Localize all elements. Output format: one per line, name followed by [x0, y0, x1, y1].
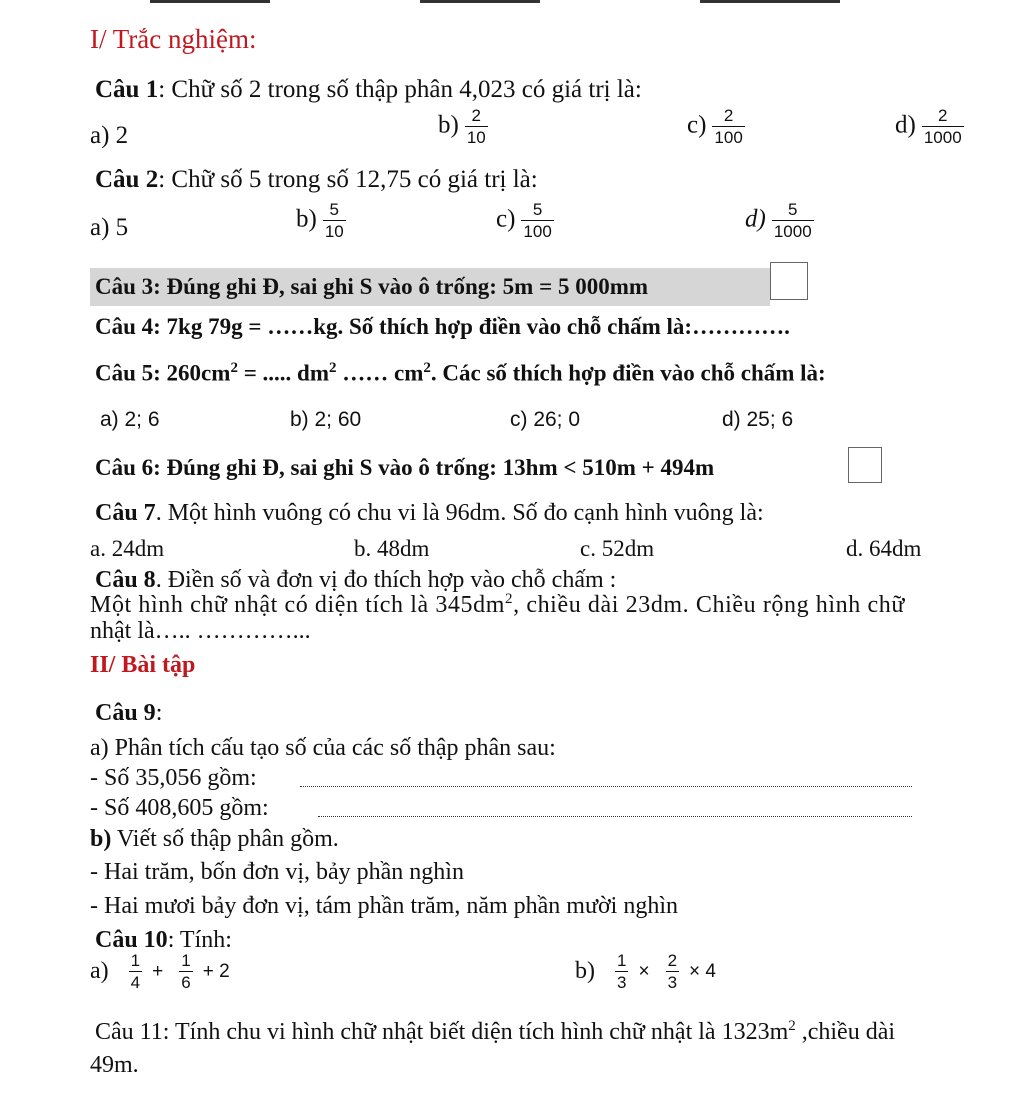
question-10: Câu 10: Tính:: [95, 927, 232, 953]
question-1-label: Câu 1: [95, 76, 159, 103]
q7-option-d[interactable]: d. 64dm: [846, 536, 922, 561]
question-8-answer-line[interactable]: nhật là….. …………...: [90, 618, 311, 644]
q5-option-b[interactable]: b) 2; 60: [290, 408, 362, 431]
question-9b-title: b) Viết số thập phân gồm.: [90, 826, 339, 852]
q2-option-b[interactable]: b) $\frac{5}{10}$: [296, 200, 344, 241]
q5-option-d[interactable]: d) 25; 6: [722, 408, 794, 431]
question-10a: a) $\frac{1}{4}$ + $\frac{1}{6}$ + 2: [90, 951, 230, 992]
q1-option-b[interactable]: b) $\frac{2}{10}$: [438, 106, 486, 147]
part2-title: II/ Bài tập: [90, 652, 196, 678]
question-8: Câu 8. Điền số và đơn vị đo thích hợp vào chỗ chấm :: [95, 567, 617, 593]
question-9: Câu 9:: [95, 700, 163, 726]
question-2: [95, 166, 538, 194]
question-3: Câu 3: Đúng ghi Đ, sai ghi S vào ô trống: 5m = 5 000mm: [95, 274, 649, 299]
q1-option-d[interactable]: d) $\frac{2}{1000}$: [895, 106, 962, 147]
q2-option-a[interactable]: a) 5: [90, 214, 129, 241]
top-edge-line: [700, 0, 840, 3]
q7-option-a[interactable]: a. 24dm: [90, 536, 165, 561]
question-10b: b) $\frac{1}{3}$ × $\frac{2}{3}$ × 4: [575, 951, 716, 992]
answer-dots-line[interactable]: [300, 786, 912, 787]
q5-option-a[interactable]: a) 2; 6: [100, 408, 160, 431]
question-7: Câu 7. Một hình vuông có chu vi là 96dm. Số đo cạnh hình vuông là:: [95, 500, 764, 526]
question-6-answer-box[interactable]: [848, 447, 882, 483]
question-3-answer-box[interactable]: [770, 262, 808, 300]
question-2-text: : Chữ số 5 trong số 12,75 có giá trị là:: [158, 166, 538, 193]
question-4: Câu 4: 7kg 79g = ……kg. Số thích hợp điền vào chỗ chấm là:………….: [95, 314, 790, 339]
question-9b-item-1: - Hai trăm, bốn đơn vị, bảy phần nghìn: [90, 859, 464, 885]
q1-option-a[interactable]: a) 2: [90, 122, 129, 149]
top-edge-line: [150, 0, 270, 3]
q1-option-c[interactable]: c) $\frac{2}{100}$: [687, 106, 743, 147]
question-8-line-1: Một hình chữ nhật có diện tích là $345dm^2$, chiều dài 23dm. Chiều rộng hình chữ: [90, 591, 905, 618]
question-1-text: : Chữ số 2 trong số thập phân 4,023 có giá trị là:: [158, 76, 642, 103]
question-2-label: Câu 2: [95, 166, 159, 193]
question-11-line-2: 49m.: [90, 1052, 139, 1078]
top-edge-line: [420, 0, 540, 3]
question-5: Câu 5: $260cm^2$ = ..... $dm^2$ …… $cm^2$. Các số thích hợp điền vào chỗ chấm là:: [95, 360, 826, 386]
question-9a-item-1: - Số 35,056 gồm:: [90, 765, 257, 791]
q5-option-c[interactable]: c) 26; 0: [510, 408, 581, 431]
question-1: [95, 76, 642, 104]
answer-dots-line[interactable]: [318, 816, 912, 817]
q7-option-c[interactable]: c. 52dm: [580, 536, 655, 561]
question-9a-title: a) Phân tích cấu tạo số của các số thập phân sau:: [90, 735, 556, 761]
question-9b-item-2: - Hai mươi bảy đơn vị, tám phần trăm, năm phần mười nghìn: [90, 893, 678, 919]
q2-option-c[interactable]: c) $\frac{5}{100}$: [496, 200, 552, 241]
question-11-line-1: Câu 11: Tính chu vi hình chữ nhật biết diện tích hình chữ nhật là $1323m^2$ ,chiều dài: [95, 1018, 896, 1045]
q2-option-d[interactable]: d) $\frac{5}{1000}$: [745, 200, 812, 241]
part1-title: I/ Trắc nghiệm:: [90, 24, 257, 54]
question-9a-item-2: - Số 408,605 gồm:: [90, 795, 269, 821]
q7-option-b[interactable]: b. 48dm: [354, 536, 430, 561]
question-6: Câu 6: Đúng ghi Đ, sai ghi S vào ô trống: 13hm < 510m + 494m: [95, 455, 715, 480]
